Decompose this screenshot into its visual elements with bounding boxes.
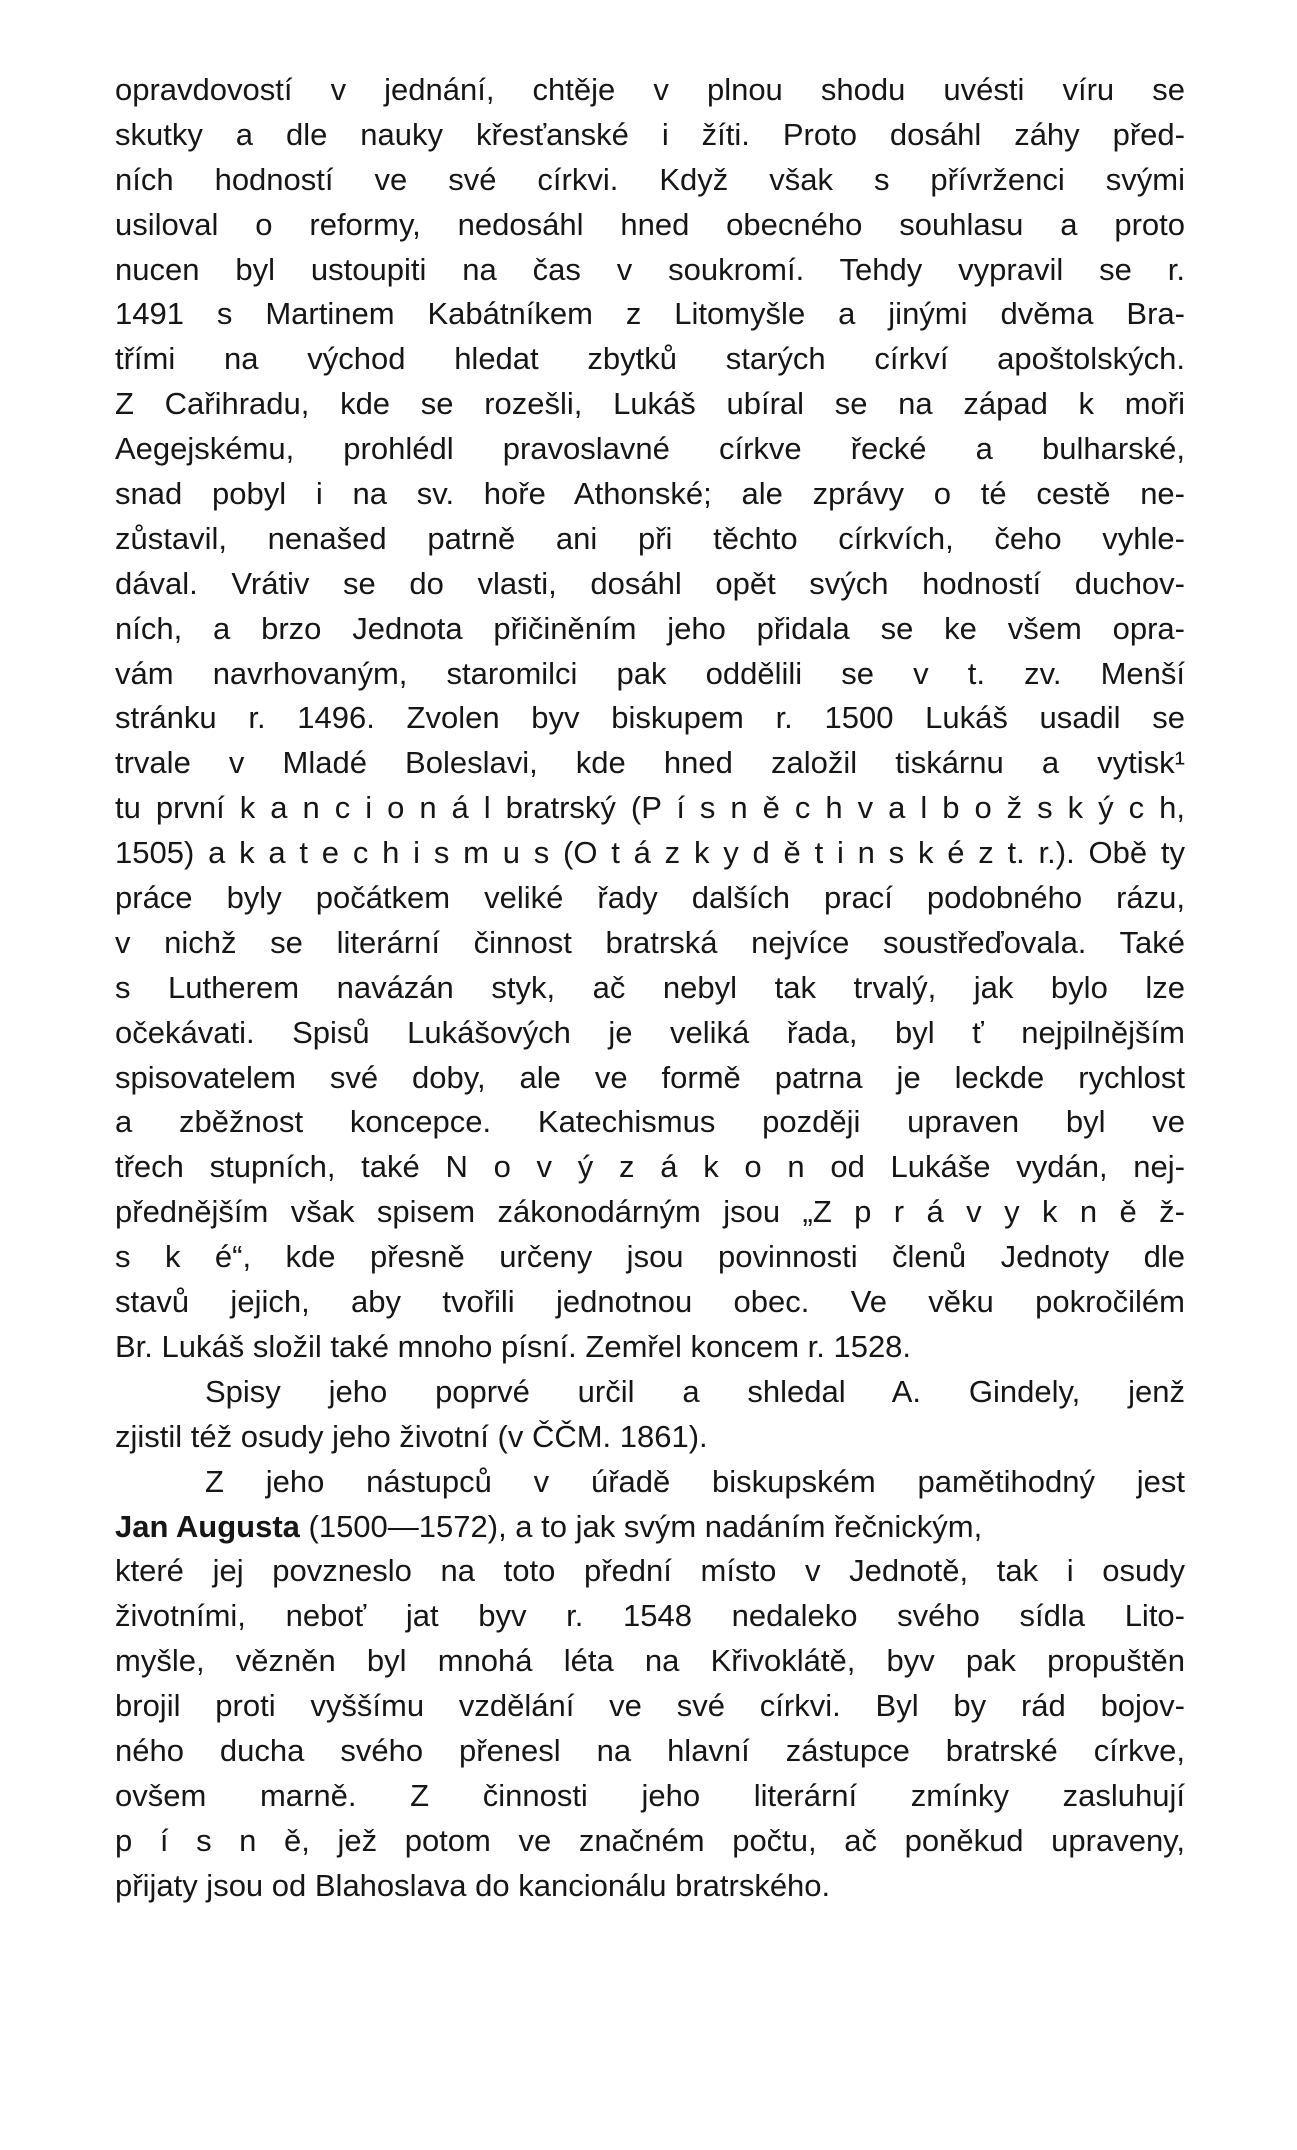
text-line: a zběžnost koncepce. Katechismus později upraven byl ve	[115, 1104, 1185, 1140]
text-line: třími na východ hledat zbytků starých církví apoštolských.	[115, 341, 1185, 377]
text-line: p í s n ě, jež potom ve značném počtu, ač poněkud upraveny,	[115, 1822, 1185, 1858]
text-line: 1491 s Martinem Kabátníkem z Litomyšle a jinými dvěma Bra-	[115, 296, 1185, 332]
text-line: vám navrhovaným, staromilci pak oddělili se v t. zv. Menší	[115, 655, 1185, 691]
text-line: Z jeho nástupců v úřadě biskupském pamětihodný jest	[205, 1463, 1185, 1499]
text-line: ovšem marně. Z činnosti jeho literární zmínky zasluhují	[115, 1777, 1185, 1813]
text-line: spisovatelem své doby, ale ve formě patrna je leckde rychlost	[115, 1059, 1185, 1095]
text-line: tu první k a n c i o n á l bratrský (P í s n ě c h v a l b o ž s k ý c h,	[115, 790, 1185, 826]
paragraph-augusta	[115, 1460, 1185, 1909]
text-line: třech stupních, také N o v ý z á k o n od Lukáše vydán, nej-	[115, 1149, 1185, 1185]
text-line: stránku r. 1496. Zvolen byv biskupem r. 1500 Lukáš usadil se	[115, 700, 1185, 736]
text-line: brojil proti vyššímu vzdělání ve své církvi. Byl by rád bojov-	[115, 1688, 1185, 1724]
text-line: ních, a brzo Jednota přičiněním jeho přidala se ke všem opra-	[115, 610, 1185, 646]
text-line: zjistil též osudy jeho životní (v ČČM. 1861).	[115, 1418, 708, 1454]
text-line: Spisy jeho poprvé určil a shledal A. Gindely, jenž	[205, 1373, 1185, 1409]
name-jan-augusta: Jan Augusta	[115, 1508, 300, 1544]
text-line: přijaty jsou od Blahoslava do kancionálu bratrského.	[115, 1867, 831, 1903]
text-line: usiloval o reformy, nedosáhl hned obecného souhlasu a proto	[115, 206, 1185, 242]
text-line: nucen byl ustoupiti na čas v soukromí. Tehdy vypravil se r.	[115, 251, 1185, 287]
text-line: Br. Lukáš složil také mnoho písní. Zemřel koncem r. 1528.	[115, 1328, 912, 1364]
text-line: v nichž se literární činnost bratrská nejvíce soustřeďovala. Také	[115, 924, 1185, 960]
paragraph-lukas	[115, 68, 1185, 1370]
paragraph-gindely	[115, 1370, 1185, 1460]
text-line: dával. Vrátiv se do vlasti, dosáhl opět svých hodností duchov-	[115, 565, 1185, 601]
text-line: ních hodností ve své církvi. Když však s přívrženci svými	[115, 161, 1185, 197]
text-line	[115, 1505, 1185, 1550]
text-line: 1505) a k a t e c h i s m u s (O t á z k y d ě t i n s k é z t. r.). Obě ty	[115, 835, 1185, 871]
text-line: zůstavil, nenašed patrně ani při těchto církvích, čeho vyhle-	[115, 520, 1185, 556]
text-line: snad pobyl i na sv. hoře Athonské; ale zprávy o té cestě ne-	[115, 476, 1185, 512]
text-line: trvale v Mladé Boleslavi, kde hned založil tiskárnu a vytisk¹	[115, 745, 1185, 781]
text-line: práce byly počátkem veliké řady dalších prací podobného rázu,	[115, 880, 1185, 916]
text-line: s k é“, kde přesně určeny jsou povinnosti členů Jednoty dle	[115, 1239, 1185, 1275]
text-line: opravdovostí v jednání, chtěje v plnou shodu uvésti víru se	[115, 72, 1185, 107]
text-line: s Lutherem navázán styk, ač nebyl tak trvalý, jak bylo lze	[115, 969, 1185, 1005]
text-line: myšle, vězněn byl mnohá léta na Křivoklátě, byv pak propuštěn	[115, 1643, 1185, 1679]
text-body	[115, 68, 1185, 1909]
text-line: očekávati. Spisů Lukášových je veliká řada, byl ť nejpilnějším	[115, 1014, 1185, 1050]
text-line: stavů jejich, aby tvořili jednotnou obec. Ve věku pokročilém	[115, 1284, 1185, 1320]
text-line: skutky a dle nauky křesťanské i žíti. Proto dosáhl záhy před-	[115, 116, 1185, 152]
text-line: které jej povzneslo na toto přední místo v Jednotě, tak i osudy	[115, 1553, 1185, 1589]
text-line-rest: (1500—1572), a to jak svým nadáním řečnickým,	[299, 1508, 983, 1544]
text-line: Z Cařihradu, kde se rozešli, Lukáš ubíral se na západ k moři	[115, 386, 1185, 422]
text-line: životními, neboť jat byv r. 1548 nedaleko svého sídla Lito-	[115, 1598, 1185, 1634]
text-line: ného ducha svého přenesl na hlavní zástupce bratrské církve,	[115, 1732, 1185, 1768]
text-line: Aegejskému, prohlédl pravoslavné církve řecké a bulharské,	[115, 431, 1185, 467]
text-line: přednějším však spisem zákonodárným jsou „Z p r á v y k n ě ž-	[115, 1194, 1185, 1230]
